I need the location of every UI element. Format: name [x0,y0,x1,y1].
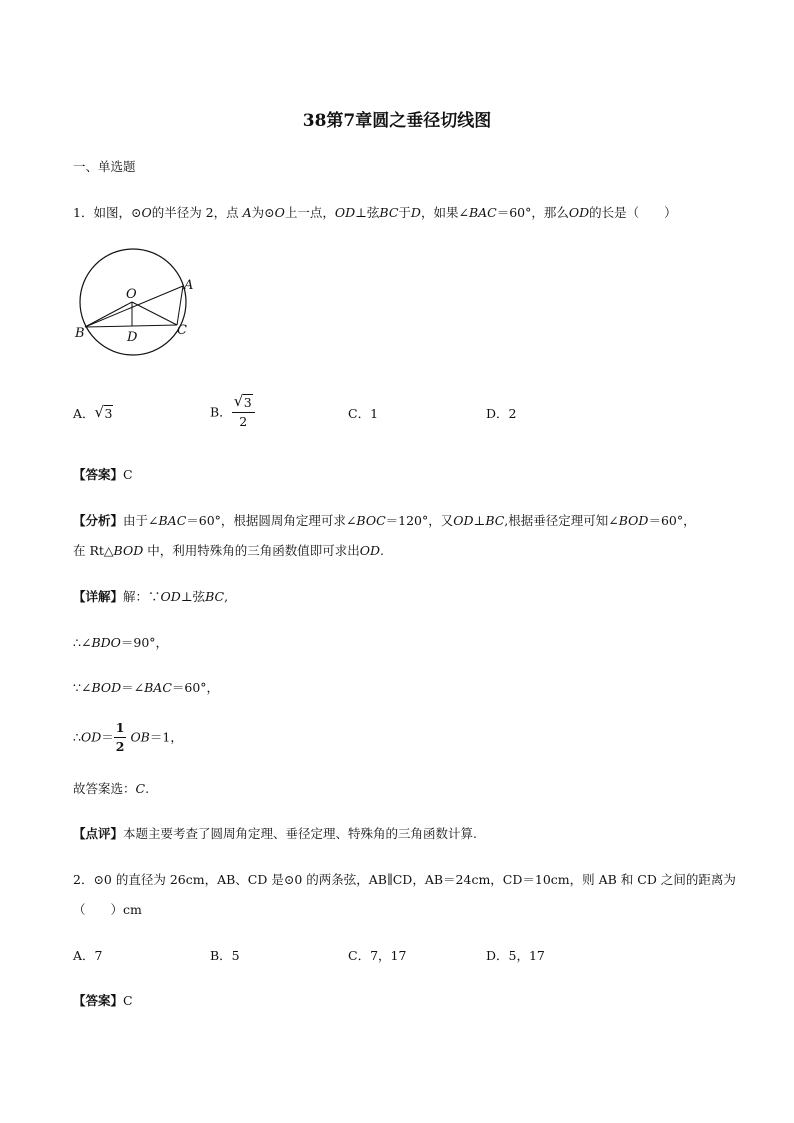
q1-detail-line4: ∴OD＝ $\frac{1}{2}$ OB＝1， [73,720,183,754]
q1-detail-line2: ∴∠BDO＝90°， [73,635,169,650]
circle-figure [70,240,210,365]
q2-option-b: B．5 [210,948,240,963]
q1-stem: 1．如图，⊙O的半径为 2，点 A为⊙O上一点，OD⊥弦BC于D，如果∠BAC＝60°，那么OD的长是（ ） [73,205,677,220]
segment-ac [177,286,183,325]
label-o: O [126,287,137,302]
segment-bc [85,325,177,327]
q1-option-b: B． √ 3 2 [210,394,255,431]
q1-comment: 【点评】本题主要考查了圆周角定理、垂径定理、特殊角的三角函数计算. [73,826,477,841]
segment-oc [132,302,177,325]
q2-option-c: C．7，17 [348,948,407,963]
q1-analysis-line2: 在 Rt△BOD 中，利用特殊角的三角函数值即可求出OD. [73,543,384,558]
q2-answer: 【答案】C [73,993,133,1008]
q1-answer: 【答案】C [73,467,133,482]
page-title: 38第7章圆之垂径切线图 [302,111,492,131]
segment-ob [85,302,132,327]
q1-option-c: C．1 [348,406,379,421]
label-c: C [177,323,187,338]
q1-option-d: D．2 [486,406,517,421]
q1-detail-line3: ∵∠BOD＝∠BAC＝60°， [73,680,220,695]
section-heading: 一、单选题 [73,159,136,174]
q2-stem-line2: （ ）cm [73,902,142,917]
q2-option-a: A．7 [73,948,103,963]
label-a: A [184,278,194,293]
label-d: D [127,330,138,345]
label-b: B [75,326,85,341]
q2-stem-line1: 2．⊙0 的直径为 26cm，AB、CD 是⊙0 的两条弦，AB∥CD，AB＝24cm，CD＝10cm，则 AB 和 CD 之间的距离为 [73,872,736,887]
q1-option-a: A． √ 3 [73,403,113,421]
q1-analysis-line1: 【分析】由于∠BAC＝60°，根据圆周角定理可求∠BOC＝120°，又OD⊥BC,根据垂径定理可知∠BOD＝60°， [73,513,696,528]
q2-option-d: D．5，17 [486,948,545,963]
q1-detail-line1: 【详解】解：∵OD⊥弦BC, [73,589,229,604]
q1-final-answer: 故答案选：C. [73,781,150,796]
